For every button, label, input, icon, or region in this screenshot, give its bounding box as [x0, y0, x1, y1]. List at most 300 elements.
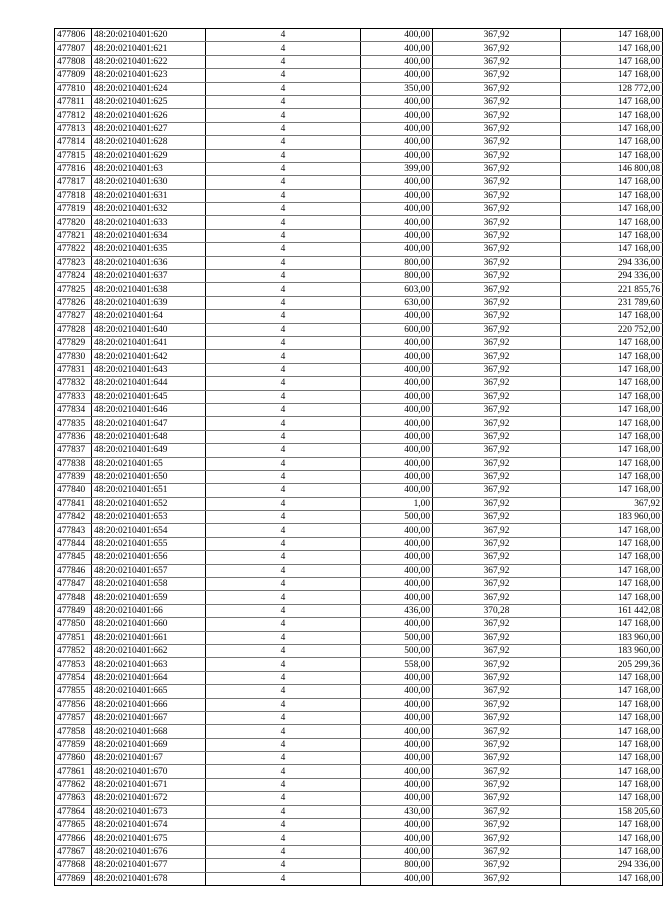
cadastral-number-cell: 48:20:0210401:649: [92, 444, 206, 457]
specific-value-cell: 367,92: [433, 136, 561, 149]
area-cell: 400,00: [361, 95, 433, 108]
category-cell: 4: [206, 725, 361, 738]
area-cell: 430,00: [361, 805, 433, 818]
cadastral-number-cell: 48:20:0210401:637: [92, 270, 206, 283]
specific-value-cell: 367,92: [433, 658, 561, 671]
table-row: [55, 95, 663, 108]
area-cell: 436,00: [361, 604, 433, 617]
specific-value-cell: 367,92: [433, 685, 561, 698]
area-cell: 400,00: [361, 484, 433, 497]
cadastral-number-cell: 48:20:0210401:622: [92, 55, 206, 68]
row-number-cell: 477815: [55, 149, 92, 162]
cadastral-number-cell: 48:20:0210401:636: [92, 256, 206, 269]
specific-value-cell: 367,92: [433, 283, 561, 296]
cadastral-number-cell: 48:20:0210401:661: [92, 631, 206, 644]
category-cell: 4: [206, 363, 361, 376]
cadastral-number-cell: 48:20:0210401:629: [92, 149, 206, 162]
table-row: [55, 752, 663, 765]
specific-value-cell: 367,92: [433, 738, 561, 751]
table-row: [55, 122, 663, 135]
row-number-cell: 477860: [55, 752, 92, 765]
table-row: [55, 390, 663, 403]
table-row: [55, 658, 663, 671]
table-row: [55, 203, 663, 216]
table-row: [55, 778, 663, 791]
table-row: [55, 444, 663, 457]
category-cell: 4: [206, 537, 361, 550]
area-cell: 400,00: [361, 336, 433, 349]
row-number-cell: 477851: [55, 631, 92, 644]
category-cell: 4: [206, 377, 361, 390]
category-cell: 4: [206, 738, 361, 751]
cadastral-value-cell: 147 168,00: [561, 778, 663, 791]
cadastral-value-cell: 147 168,00: [561, 792, 663, 805]
table-row: [55, 524, 663, 537]
category-cell: 4: [206, 95, 361, 108]
category-cell: 4: [206, 631, 361, 644]
category-cell: 4: [206, 524, 361, 537]
cadastral-value-cell: 147 168,00: [561, 578, 663, 591]
category-cell: 4: [206, 310, 361, 323]
cadastral-value-cell: 147 168,00: [561, 69, 663, 82]
table-row: [55, 377, 663, 390]
area-cell: 400,00: [361, 618, 433, 631]
specific-value-cell: 367,92: [433, 792, 561, 805]
cadastral-number-cell: 48:20:0210401:638: [92, 283, 206, 296]
area-cell: 400,00: [361, 203, 433, 216]
area-cell: 350,00: [361, 82, 433, 95]
category-cell: 4: [206, 752, 361, 765]
category-cell: 4: [206, 618, 361, 631]
specific-value-cell: 367,92: [433, 323, 561, 336]
specific-value-cell: 367,92: [433, 457, 561, 470]
area-cell: 600,00: [361, 323, 433, 336]
cadastral-number-cell: 48:20:0210401:658: [92, 578, 206, 591]
cadastral-value-cell: 147 168,00: [561, 136, 663, 149]
row-number-cell: 477855: [55, 685, 92, 698]
area-cell: 400,00: [361, 176, 433, 189]
row-number-cell: 477841: [55, 497, 92, 510]
cadastral-value-cell: 147 168,00: [561, 42, 663, 55]
cadastral-value-cell: 147 168,00: [561, 470, 663, 483]
cadastral-number-cell: 48:20:0210401:672: [92, 792, 206, 805]
cadastral-value-cell: 147 168,00: [561, 725, 663, 738]
category-cell: 4: [206, 216, 361, 229]
cadastral-value-cell: 205 299,36: [561, 658, 663, 671]
category-cell: 4: [206, 176, 361, 189]
cadastral-value-cell: 147 168,00: [561, 336, 663, 349]
row-number-cell: 477846: [55, 564, 92, 577]
area-cell: 400,00: [361, 390, 433, 403]
table-row: [55, 711, 663, 724]
table-row: [55, 872, 663, 885]
specific-value-cell: 367,92: [433, 805, 561, 818]
category-cell: 4: [206, 256, 361, 269]
row-number-cell: 477863: [55, 792, 92, 805]
specific-value-cell: 367,92: [433, 403, 561, 416]
specific-value-cell: 367,92: [433, 618, 561, 631]
cadastral-number-cell: 48:20:0210401:656: [92, 551, 206, 564]
cadastral-value-cell: 183 960,00: [561, 631, 663, 644]
table-row: [55, 336, 663, 349]
table-row: [55, 216, 663, 229]
category-cell: 4: [206, 149, 361, 162]
table-row: [55, 618, 663, 631]
table-row: [55, 644, 663, 657]
table-row: [55, 470, 663, 483]
row-number-cell: 477845: [55, 551, 92, 564]
row-number-cell: 477823: [55, 256, 92, 269]
cadastral-value-cell: 147 168,00: [561, 765, 663, 778]
specific-value-cell: 367,92: [433, 189, 561, 202]
category-cell: 4: [206, 229, 361, 242]
row-number-cell: 477837: [55, 444, 92, 457]
cadastral-number-cell: 48:20:0210401:667: [92, 711, 206, 724]
category-cell: 4: [206, 243, 361, 256]
row-number-cell: 477808: [55, 55, 92, 68]
area-cell: 400,00: [361, 591, 433, 604]
cadastral-value-cell: 147 168,00: [561, 698, 663, 711]
row-number-cell: 477840: [55, 484, 92, 497]
category-cell: 4: [206, 578, 361, 591]
cadastral-number-cell: 48:20:0210401:653: [92, 511, 206, 524]
specific-value-cell: 367,92: [433, 470, 561, 483]
cadastral-value-cell: 147 168,00: [561, 457, 663, 470]
cadastral-number-cell: 48:20:0210401:651: [92, 484, 206, 497]
specific-value-cell: 367,92: [433, 551, 561, 564]
table-row: [55, 564, 663, 577]
cadastral-value-cell: 147 168,00: [561, 845, 663, 858]
cadastral-number-cell: 48:20:0210401:620: [92, 29, 206, 42]
category-cell: 4: [206, 162, 361, 175]
cadastral-number-cell: 48:20:0210401:657: [92, 564, 206, 577]
cadastral-value-cell: 367,92: [561, 497, 663, 510]
category-cell: 4: [206, 644, 361, 657]
cadastral-number-cell: 48:20:0210401:674: [92, 819, 206, 832]
area-cell: 400,00: [361, 819, 433, 832]
specific-value-cell: 367,92: [433, 42, 561, 55]
specific-value-cell: 367,92: [433, 229, 561, 242]
row-number-cell: 477857: [55, 711, 92, 724]
table-row: [55, 350, 663, 363]
cadastral-number-cell: 48:20:0210401:626: [92, 109, 206, 122]
row-number-cell: 477847: [55, 578, 92, 591]
table-row: [55, 537, 663, 550]
row-number-cell: 477849: [55, 604, 92, 617]
specific-value-cell: 367,92: [433, 203, 561, 216]
category-cell: 4: [206, 403, 361, 416]
cadastral-number-cell: 48:20:0210401:632: [92, 203, 206, 216]
table-row: [55, 310, 663, 323]
cadastral-value-cell: 294 336,00: [561, 256, 663, 269]
area-cell: 400,00: [361, 243, 433, 256]
category-cell: 4: [206, 430, 361, 443]
specific-value-cell: 367,92: [433, 350, 561, 363]
category-cell: 4: [206, 69, 361, 82]
cadastral-value-cell: 147 168,00: [561, 350, 663, 363]
category-cell: 4: [206, 390, 361, 403]
category-cell: 4: [206, 109, 361, 122]
table-row: [55, 109, 663, 122]
cadastral-number-cell: 48:20:0210401:631: [92, 189, 206, 202]
row-number-cell: 477862: [55, 778, 92, 791]
area-cell: 800,00: [361, 270, 433, 283]
cadastral-number-cell: 48:20:0210401:678: [92, 872, 206, 885]
area-cell: 400,00: [361, 136, 433, 149]
row-number-cell: 477822: [55, 243, 92, 256]
area-cell: 400,00: [361, 216, 433, 229]
cadastral-value-cell: 183 960,00: [561, 644, 663, 657]
specific-value-cell: 367,92: [433, 122, 561, 135]
row-number-cell: 477817: [55, 176, 92, 189]
row-number-cell: 477816: [55, 162, 92, 175]
cadastral-number-cell: 48:20:0210401:645: [92, 390, 206, 403]
area-cell: 400,00: [361, 122, 433, 135]
category-cell: 4: [206, 658, 361, 671]
cadastral-number-cell: 48:20:0210401:65: [92, 457, 206, 470]
cadastral-value-cell: 147 168,00: [561, 403, 663, 416]
area-cell: 800,00: [361, 256, 433, 269]
category-cell: 4: [206, 323, 361, 336]
row-number-cell: 477853: [55, 658, 92, 671]
cadastral-number-cell: 48:20:0210401:643: [92, 363, 206, 376]
row-number-cell: 477842: [55, 511, 92, 524]
area-cell: 400,00: [361, 430, 433, 443]
row-number-cell: 477821: [55, 229, 92, 242]
cadastral-value-cell: 294 336,00: [561, 859, 663, 872]
cadastral-value-cell: 147 168,00: [561, 711, 663, 724]
specific-value-cell: 367,92: [433, 336, 561, 349]
cadastral-value-cell: 147 168,00: [561, 149, 663, 162]
cadastral-number-cell: 48:20:0210401:647: [92, 417, 206, 430]
table-row: [55, 698, 663, 711]
area-cell: 1,00: [361, 497, 433, 510]
table-row: [55, 671, 663, 684]
category-cell: 4: [206, 350, 361, 363]
table-row: [55, 725, 663, 738]
row-number-cell: 477814: [55, 136, 92, 149]
row-number-cell: 477867: [55, 845, 92, 858]
specific-value-cell: 367,92: [433, 109, 561, 122]
area-cell: 400,00: [361, 403, 433, 416]
row-number-cell: 477854: [55, 671, 92, 684]
cadastral-value-cell: 147 168,00: [561, 310, 663, 323]
cadastral-value-cell: 147 168,00: [561, 564, 663, 577]
area-cell: 400,00: [361, 29, 433, 42]
area-cell: 400,00: [361, 229, 433, 242]
category-cell: 4: [206, 444, 361, 457]
cadastral-value-cell: 147 168,00: [561, 671, 663, 684]
area-cell: 400,00: [361, 778, 433, 791]
cadastral-number-cell: 48:20:0210401:66: [92, 604, 206, 617]
table-row: [55, 29, 663, 42]
cadastral-number-cell: 48:20:0210401:635: [92, 243, 206, 256]
cadastral-value-cell: 147 168,00: [561, 551, 663, 564]
category-cell: 4: [206, 792, 361, 805]
cadastral-value-cell: 147 168,00: [561, 122, 663, 135]
specific-value-cell: 367,92: [433, 511, 561, 524]
category-cell: 4: [206, 497, 361, 510]
table-row: [55, 176, 663, 189]
specific-value-cell: 367,92: [433, 82, 561, 95]
area-cell: 400,00: [361, 551, 433, 564]
area-cell: 400,00: [361, 444, 433, 457]
area-cell: 400,00: [361, 109, 433, 122]
table-row: [55, 484, 663, 497]
cadastral-value-cell: 221 855,76: [561, 283, 663, 296]
area-cell: 603,00: [361, 283, 433, 296]
cadastral-value-cell: 147 168,00: [561, 430, 663, 443]
area-cell: 400,00: [361, 698, 433, 711]
cadastral-number-cell: 48:20:0210401:624: [92, 82, 206, 95]
table-row: [55, 631, 663, 644]
table-row: [55, 792, 663, 805]
cadastral-number-cell: 48:20:0210401:644: [92, 377, 206, 390]
area-cell: 400,00: [361, 457, 433, 470]
table-row: [55, 819, 663, 832]
cadastral-number-cell: 48:20:0210401:625: [92, 95, 206, 108]
category-cell: 4: [206, 685, 361, 698]
table-row: [55, 229, 663, 242]
cadastral-number-cell: 48:20:0210401:652: [92, 497, 206, 510]
row-number-cell: 477812: [55, 109, 92, 122]
row-number-cell: 477810: [55, 82, 92, 95]
category-cell: 4: [206, 604, 361, 617]
table-row: [55, 591, 663, 604]
table-row: [55, 845, 663, 858]
cadastral-number-cell: 48:20:0210401:627: [92, 122, 206, 135]
row-number-cell: 477836: [55, 430, 92, 443]
table-row: [55, 578, 663, 591]
cadastral-value-cell: 147 168,00: [561, 537, 663, 550]
table-row: [55, 162, 663, 175]
specific-value-cell: 367,92: [433, 752, 561, 765]
area-cell: 400,00: [361, 738, 433, 751]
specific-value-cell: 367,92: [433, 176, 561, 189]
specific-value-cell: 367,92: [433, 711, 561, 724]
area-cell: 500,00: [361, 644, 433, 657]
cadastral-value-table: [54, 28, 663, 886]
table-row: [55, 136, 663, 149]
area-cell: 400,00: [361, 564, 433, 577]
area-cell: 400,00: [361, 310, 433, 323]
cadastral-value-cell: 147 168,00: [561, 417, 663, 430]
cadastral-number-cell: 48:20:0210401:677: [92, 859, 206, 872]
area-cell: 400,00: [361, 711, 433, 724]
cadastral-value-cell: 220 752,00: [561, 323, 663, 336]
row-number-cell: 477818: [55, 189, 92, 202]
specific-value-cell: 367,92: [433, 256, 561, 269]
specific-value-cell: 367,92: [433, 444, 561, 457]
area-cell: 399,00: [361, 162, 433, 175]
row-number-cell: 477835: [55, 417, 92, 430]
row-number-cell: 477843: [55, 524, 92, 537]
row-number-cell: 477832: [55, 377, 92, 390]
cadastral-value-cell: 231 789,60: [561, 296, 663, 309]
cadastral-value-cell: 158 205,60: [561, 805, 663, 818]
specific-value-cell: 367,92: [433, 644, 561, 657]
specific-value-cell: 367,92: [433, 484, 561, 497]
area-cell: 800,00: [361, 859, 433, 872]
category-cell: 4: [206, 136, 361, 149]
category-cell: 4: [206, 29, 361, 42]
cadastral-number-cell: 48:20:0210401:676: [92, 845, 206, 858]
category-cell: 4: [206, 671, 361, 684]
row-number-cell: 477811: [55, 95, 92, 108]
cadastral-value-cell: 147 168,00: [561, 243, 663, 256]
table-row: [55, 55, 663, 68]
cadastral-value-cell: 147 168,00: [561, 55, 663, 68]
cadastral-number-cell: 48:20:0210401:646: [92, 403, 206, 416]
row-number-cell: 477848: [55, 591, 92, 604]
cadastral-number-cell: 48:20:0210401:634: [92, 229, 206, 242]
cadastral-value-cell: 147 168,00: [561, 738, 663, 751]
specific-value-cell: 367,92: [433, 765, 561, 778]
cadastral-number-cell: 48:20:0210401:659: [92, 591, 206, 604]
cadastral-number-cell: 48:20:0210401:650: [92, 470, 206, 483]
table-row: [55, 805, 663, 818]
cadastral-number-cell: 48:20:0210401:671: [92, 778, 206, 791]
cadastral-value-cell: 147 168,00: [561, 618, 663, 631]
specific-value-cell: 367,92: [433, 725, 561, 738]
row-number-cell: 477866: [55, 832, 92, 845]
row-number-cell: 477813: [55, 122, 92, 135]
category-cell: 4: [206, 765, 361, 778]
area-cell: 400,00: [361, 470, 433, 483]
area-cell: 500,00: [361, 631, 433, 644]
cadastral-value-cell: 128 772,00: [561, 82, 663, 95]
category-cell: 4: [206, 591, 361, 604]
area-cell: 400,00: [361, 872, 433, 885]
area-cell: 558,00: [361, 658, 433, 671]
category-cell: 4: [206, 711, 361, 724]
specific-value-cell: 367,92: [433, 578, 561, 591]
table-row: [55, 42, 663, 55]
specific-value-cell: 367,92: [433, 296, 561, 309]
specific-value-cell: 367,92: [433, 216, 561, 229]
specific-value-cell: 367,92: [433, 524, 561, 537]
table-row: [55, 551, 663, 564]
category-cell: 4: [206, 203, 361, 216]
table-row: [55, 283, 663, 296]
area-cell: 400,00: [361, 42, 433, 55]
cadastral-number-cell: 48:20:0210401:664: [92, 671, 206, 684]
specific-value-cell: 367,92: [433, 832, 561, 845]
area-cell: 400,00: [361, 752, 433, 765]
row-number-cell: 477830: [55, 350, 92, 363]
cadastral-number-cell: 48:20:0210401:662: [92, 644, 206, 657]
cadastral-value-cell: 147 168,00: [561, 591, 663, 604]
row-number-cell: 477865: [55, 819, 92, 832]
specific-value-cell: 367,92: [433, 377, 561, 390]
cadastral-number-cell: 48:20:0210401:628: [92, 136, 206, 149]
table-row: [55, 738, 663, 751]
cadastral-number-cell: 48:20:0210401:669: [92, 738, 206, 751]
table-row: [55, 430, 663, 443]
cadastral-number-cell: 48:20:0210401:655: [92, 537, 206, 550]
area-cell: 400,00: [361, 832, 433, 845]
area-cell: 400,00: [361, 725, 433, 738]
cadastral-value-cell: 147 168,00: [561, 484, 663, 497]
table-row: [55, 189, 663, 202]
category-cell: 4: [206, 457, 361, 470]
table-row: [55, 417, 663, 430]
area-cell: 400,00: [361, 524, 433, 537]
area-cell: 400,00: [361, 685, 433, 698]
category-cell: 4: [206, 778, 361, 791]
table-row: [55, 457, 663, 470]
category-cell: 4: [206, 872, 361, 885]
